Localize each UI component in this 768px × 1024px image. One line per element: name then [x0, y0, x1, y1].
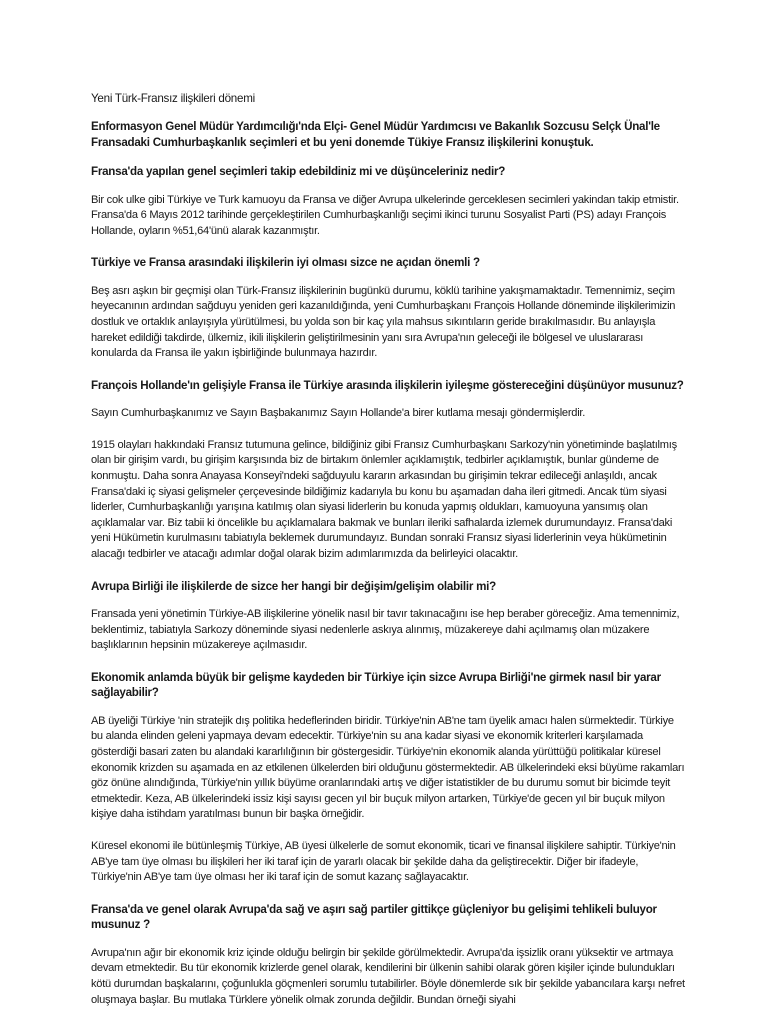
document-body [91, 91, 687, 1008]
question-6: Fransa'da ve genel olarak Avrupa'da sağ ve aşırı sağ partiler gittikçe güçleniyor bu gelişimi tehlikeli buluyor musunuz ? [91, 902, 657, 932]
answer-2: Beş asrı aşkın bir geçmişi olan Türk-Fransız ilişkilerinin bugünkü durumu, köklü tarihine yakışmamaktadır. Temennimiz, seçim heyecanının ardından sağduyu yeniden geri kazanıldığında, yeni Cumhurbaşkanı François Hollande döneminde ilişkilerimizin dostluk ve ortaklık anlayışıyla yürütülmesi, bu yolda son bir kaç yıla mahsus sıkıntıların geride bırakılmasıdır. Bu anlayışla hareket edildiği takdirde, ülkemiz, ikili ilişkilerin geliştirilmesinin yanı sıra Avrupa'nın geleceği ile bölgesel ve uluslararası konularda da Fransa ile yakın işbirliğinde bulunmaya hazırdır. [91, 284, 676, 360]
question-2: Türkiye ve Fransa arasındaki ilişkilerin iyi olması sizce ne açıdan önemli ? [91, 256, 480, 270]
answer-4: Fransada yeni yönetimin Türkiye-AB ilişkilerine yönelik nasıl bir tavır takınacağını ise hep beraber göreceğiz. Ama temennimiz, beklentimiz, tabiatıyla Sarkozy döneminde siyasi nedenlerle askıya alınmış, müzakereye dahi açılmamış olan müzakere başlıklarının hepsinin müzakereye açılmasıdır. [91, 608, 680, 652]
document-intro: Enformasyon Genel Müdür Yardımcılığı'nda Elçi- Genel Müdür Yardımcısı ve Bakanlık Sozcusu Selçk Ünal'le Fransadaki Cumhurbaşkanlık seçimleri et bu yeni donemde Tükiye Fransız ilişkilerini konuştuk. [91, 120, 660, 149]
answer-6: Avrupa'nın ağır bir ekonomik kriz içinde olduğu belirgin bir şekilde görülmektedir. Avrupa'da işsizlik oranı yüksektir ve artmaya devam etmektedir. Bu tür ekonomik krizlerde genel olarak, kendilerini bir ülkenin sahibi olarak gören kişiler içinde bulundukları kötü durumdan başkalarını, çoğunlukla göçmenleri sorumlu tutabilirler. Böyle dönemlerde sık bir şekilde yabancılara karşı nefret oluşmaya başlar. Bu mutlaka Türklere yönelik olmak zorunda değildir. Bundan örneği siyahi [91, 946, 685, 1006]
question-3: François Hollande'ın gelişiyle Fransa ile Türkiye arasında ilişkilerin iyileşme göstereceğini düşünüyor musunuz? [91, 378, 684, 392]
answer-5-continued: Küresel ekonomi ile bütünleşmiş Türkiye, AB üyesi ülkelerle de somut ekonomik, ticari ve finansal ilişkilere sahiptir. Türkiye'nin AB'ye tam üye olması bu ilişkileri her iki taraf için de yararlı olacak bir şekilde daha da geliştirecektir. Diğer bir ifadeyle, Türkiye'nin AB'ye tam üye olması her iki taraf için de somut kazanç sağlayacaktır. [91, 840, 676, 884]
answer-3-continued: 1915 olayları hakkındaki Fransız tutumuna gelince, bildiğiniz gibi Fransız Cumhurbaşkanı Sarkozy'nin yönetiminde başlatılmış olan bir girişim vardı, bu girişim karşısında biz de birtakım önlemler açıklamıştık, tedbirler açıklamıştık, bunlar gündeme de konmuştu. Daha sonra Anayasa Konseyi'ndeki sağduyulu kararın arkasından bu girişimin tekrar edileceği anlaşıldı, ancak Fransa'daki iç siyasi gelişmeler çerçevesinde bildiğimiz kadarıyla bu konu bu aşamadan daha ileri gitmedi. Ancak tüm siyasi liderler, Cumhurbaşkanlığı yarışına katılmış olan siyasi liderlerin bu konuda yapmış oldukları, kamuoyuna yansımış olan açıklamalar var. Biz tabii ki öncelikle bu açıklamalara bakmak ve bunları ileriki safhalarda izlemek durumundayız. Fransa'daki yeni Hükümetin kurulmasını tabiatıyla beklemek durumundayız. Bundan sonraki Fransız siyasi liderlerinin veya hükümetinin alacağı tedbirler ve atacağı adımlar doğal olarak bizim adımlarımızda da belirleyici olacaktır. [91, 438, 677, 560]
answer-3: Sayın Cumhurbaşkanımız ve Sayın Başbakanımız Sayın Hollande'a birer kutlama mesajı göndermişlerdir. [91, 407, 586, 420]
answer-5: AB üyeliği Türkiye 'nin stratejik dış politika hedeflerinden biridir. Türkiye'nin AB'ne tam üyelik amacı halen sürmektedir. Türkiye bu alanda elinden geleni yapmaya devam edecektir. Türkiye'nin su ana kadar siyasi ve ekonomik kriterleri karşılamada gösterdiği basari zaten bu alandaki kararlılığının bir göstergesidir. Türkiye'nin ekonomik alanda yürüttüğü politikalar küresel ekonomik krizden su aşamada en az etkilenen ülkelerden biri olduğunu göstermektedir. AB ülkelerindeki eksi büyüme rakamları göz önüne alındığında, Türkiye'nin yıllık büyüme oranlarındaki artış ve diğer istatistikler de bu durumu somut bir bicimde teyit etmektedir. Keza, AB ülkelerindeki issiz kişi sayısı gecen yıl bir buçuk milyon artarken, Türkiye'de gecen yıl bir buçuk milyon kişiye daha istihdam yaratılması bunun bir başka örneğidir. [91, 714, 685, 821]
question-4: Avrupa Birliği ile ilişkilerde de sizce her hangi bir değişim/gelişim olabilir mi? [91, 579, 496, 593]
question-5: Ekonomik anlamda büyük bir gelişme kaydeden bir Türkiye için sizce Avrupa Birliği'ne girmek nasıl bir yarar sağlayabilir? [91, 670, 661, 700]
answer-1: Bir cok ulke gibi Türkiye ve Turk kamuoyu da Fransa ve diğer Avrupa ulkelerinde gerceklesen secimleri yakindan takip etmistir. Fransa'da 6 Mayıs 2012 tarihinde gerçekleştirilen Cumhurbaşkanlığı seçimi ikinci turunu Sosyalist Parti (PS) adayı François Hollande, oyların %51,64'ünü alarak kazanmıştır. [91, 193, 679, 237]
question-1: Fransa'da yapılan genel seçimleri takip edebildiniz mi ve düşünceleriniz nedir? [91, 165, 506, 178]
document-title: Yeni Türk-Fransız ilişkileri dönemi [91, 92, 255, 105]
